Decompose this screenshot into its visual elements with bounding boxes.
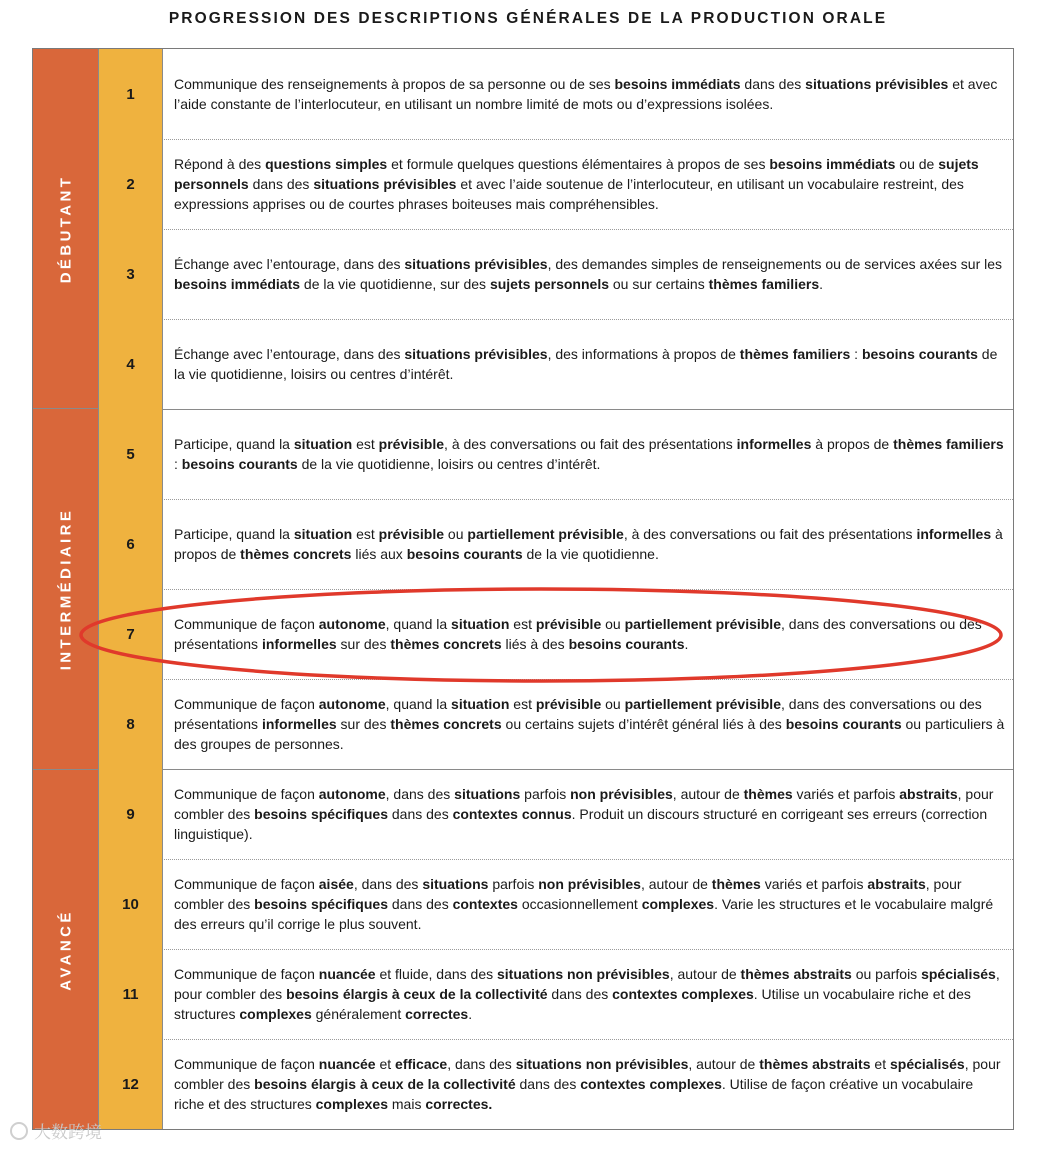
- row-description: [174, 229, 1005, 319]
- text-segment: ou: [601, 696, 625, 712]
- description-text: [174, 694, 1005, 754]
- text-segment: :: [174, 456, 182, 472]
- bold-term: contextes: [452, 896, 518, 912]
- bold-term: besoins immédiats: [174, 276, 301, 292]
- bold-term: abstraits: [899, 786, 958, 802]
- bold-term: situations prévisibles: [805, 76, 949, 92]
- page-title: PROGRESSION DES DESCRIPTIONS GÉNÉRALES DE LA PRODUCTION ORALE: [168, 10, 888, 27]
- bold-term: thèmes abstraits: [759, 1056, 871, 1072]
- bold-term: complexes: [315, 1096, 388, 1112]
- text-segment: , autour de: [688, 1056, 760, 1072]
- text-segment: ou sur certains: [609, 276, 709, 292]
- row-number: 5: [98, 409, 163, 499]
- bold-term: non prévisibles: [570, 786, 673, 802]
- text-segment: , dans des conversations ou des présentations: [174, 696, 982, 732]
- text-segment: variés et parfois: [760, 876, 868, 892]
- bold-term: situation: [293, 436, 353, 452]
- row-description: [174, 139, 1005, 229]
- row-description: [174, 769, 1005, 859]
- description-text: [174, 74, 1005, 114]
- text-segment: liés à des: [501, 636, 569, 652]
- bold-term: situation: [451, 616, 510, 632]
- bold-term: prévisible: [535, 696, 602, 712]
- bold-term: situation: [451, 696, 510, 712]
- text-segment: Participe, quand la: [174, 436, 294, 452]
- text-segment: , des demandes simples de renseignements ou de services axées sur les: [547, 256, 1003, 272]
- row-number: 7: [98, 589, 163, 679]
- row-description: [174, 319, 1005, 409]
- row-number: 6: [98, 499, 163, 589]
- table-row: [98, 49, 1013, 140]
- bold-term: besoins courants: [861, 346, 978, 362]
- text-segment: et fluide, dans des: [375, 966, 497, 982]
- text-segment: dans des: [387, 896, 453, 912]
- text-segment: parfois: [488, 876, 539, 892]
- bold-term: non prévisibles: [538, 876, 641, 892]
- bold-term: nuancée: [318, 966, 376, 982]
- text-segment: , dans des: [447, 1056, 516, 1072]
- text-segment: sur des: [336, 716, 391, 732]
- bold-term: thèmes: [711, 876, 761, 892]
- text-segment: à propos de: [174, 526, 1003, 562]
- bold-term: thèmes: [743, 786, 793, 802]
- table-row: [98, 139, 1013, 230]
- bold-term: thèmes concrets: [240, 546, 352, 562]
- level-beginner: [33, 49, 98, 409]
- progression-table: [32, 48, 1014, 1130]
- text-segment: , à des conversations ou fait des présentations: [623, 526, 917, 542]
- text-segment: à propos de: [811, 436, 894, 452]
- text-segment: . Utilise de façon créative un vocabulaire riche et des structures: [174, 1076, 974, 1112]
- bold-term: thèmes concrets: [390, 636, 502, 652]
- bold-term: efficace: [395, 1056, 448, 1072]
- text-segment: .: [819, 276, 823, 292]
- description-text: [174, 524, 1005, 564]
- text-segment: dans des: [547, 986, 613, 1002]
- text-segment: généralement: [311, 1006, 406, 1022]
- description-text: [174, 344, 1005, 384]
- text-segment: Communique de façon: [174, 786, 319, 802]
- description-text: [174, 964, 1005, 1024]
- text-segment: est: [509, 616, 536, 632]
- text-segment: et avec l’aide soutenue de l’interlocuteur, en utilisant un vocabulaire restreint, des expressions apprises ou de courtes phrases boiteuses mais compréhensibles.: [174, 176, 964, 212]
- row-description: [174, 589, 1005, 679]
- bold-term: situation: [293, 526, 353, 542]
- text-segment: Communique de façon: [174, 876, 319, 892]
- bold-term: spécialisés: [921, 966, 996, 982]
- text-segment: .: [468, 1006, 473, 1022]
- text-segment: , autour de: [669, 966, 741, 982]
- row-number: 10: [98, 859, 163, 949]
- row-number: 1: [98, 49, 163, 139]
- bold-term: autonome: [318, 786, 386, 802]
- text-segment: occasionnellement: [517, 896, 642, 912]
- text-segment: Échange avec l’entourage, dans des: [174, 256, 405, 272]
- bold-term: situations prévisibles: [313, 176, 457, 192]
- text-segment: Répond à des: [174, 156, 266, 172]
- bold-term: besoins courants: [785, 716, 902, 732]
- text-segment: ou: [601, 616, 625, 632]
- bold-term: prévisible: [378, 436, 445, 452]
- text-segment: Communique de façon: [174, 696, 319, 712]
- row-number: 12: [98, 1039, 163, 1129]
- bold-term: thèmes abstraits: [740, 966, 852, 982]
- bold-term: partiellement prévisible: [624, 696, 781, 712]
- text-segment: est: [509, 696, 536, 712]
- text-segment: et avec l’aide constante de l’interlocuteur, en utilisant un nombre limité de mots ou d’expressions isolées.: [174, 76, 998, 112]
- text-segment: , des informations à propos de: [547, 346, 740, 362]
- bold-term: informelles: [261, 636, 337, 652]
- bold-term: spécialisés: [889, 1056, 965, 1072]
- table-row: [98, 679, 1013, 770]
- bold-term: autonome: [318, 616, 386, 632]
- text-segment: dans des: [248, 176, 314, 192]
- bold-term: nuancée: [318, 1056, 376, 1072]
- bold-term: besoins spécifiques: [254, 806, 388, 822]
- table-row: [98, 949, 1013, 1040]
- bold-term: situations non prévisibles: [515, 1056, 689, 1072]
- bold-term: situations prévisibles: [404, 346, 548, 362]
- text-segment: .: [684, 636, 689, 652]
- text-segment: de la vie quotidienne.: [522, 546, 659, 562]
- description-text: [174, 254, 1005, 294]
- row-description: [174, 1039, 1005, 1129]
- bold-term: informelles: [916, 526, 992, 542]
- bold-term: abstraits: [867, 876, 926, 892]
- table-row: [98, 769, 1013, 860]
- bold-term: besoins immédiats: [614, 76, 741, 92]
- level-label: AVANCÉ: [57, 908, 74, 991]
- text-segment: de la vie quotidienne, loisirs ou centres d’intérêt.: [297, 456, 601, 472]
- text-segment: Communique de façon: [174, 966, 319, 982]
- row-number: 8: [98, 679, 163, 769]
- text-segment: est: [352, 526, 379, 542]
- bold-term: autonome: [318, 696, 386, 712]
- text-segment: , à des conversations ou fait des présentations: [444, 436, 737, 452]
- bold-term: questions simples: [265, 156, 388, 172]
- table-row: [98, 499, 1013, 590]
- bold-term: partiellement prévisible: [624, 616, 781, 632]
- bold-term: correctes.: [425, 1096, 493, 1112]
- watermark-icon: [10, 1122, 28, 1140]
- row-description: [174, 679, 1005, 769]
- table-row: [98, 409, 1013, 500]
- text-segment: liés aux: [351, 546, 407, 562]
- text-segment: ou: [444, 526, 468, 542]
- text-segment: , autour de: [672, 786, 744, 802]
- bold-term: besoins élargis à ceux de la collectivité: [254, 1076, 516, 1092]
- bold-term: prévisible: [378, 526, 445, 542]
- level-label: INTERMÉDIAIRE: [57, 507, 74, 671]
- level-intermediate: [33, 409, 98, 770]
- text-segment: de la vie quotidienne, sur des: [300, 276, 490, 292]
- row-number: 4: [98, 319, 163, 409]
- bold-term: informelles: [736, 436, 812, 452]
- description-text: [174, 614, 1005, 654]
- text-segment: . Utilise un vocabulaire riche et des structures: [174, 986, 971, 1022]
- bold-term: situations: [454, 786, 521, 802]
- text-segment: Communique des renseignements à propos de sa personne ou de ses: [174, 76, 615, 92]
- bold-term: prévisible: [535, 616, 602, 632]
- bold-term: sujets personnels: [489, 276, 609, 292]
- text-segment: , pour combler des: [174, 786, 994, 822]
- text-segment: , pour combler des: [174, 1056, 1001, 1092]
- text-segment: , dans des: [385, 786, 455, 802]
- bold-term: correctes: [405, 1006, 469, 1022]
- watermark-text: 大数跨境: [34, 1123, 102, 1142]
- text-segment: et: [870, 1056, 890, 1072]
- text-segment: ou parfois: [851, 966, 922, 982]
- bold-term: thèmes familiers: [739, 346, 851, 362]
- table-row: [98, 589, 1013, 680]
- text-segment: , pour combler des: [174, 876, 962, 912]
- text-segment: Échange avec l’entourage, dans des: [174, 346, 405, 362]
- description-text: [174, 1054, 1005, 1114]
- bold-term: besoins immédiats: [769, 156, 896, 172]
- row-description: [174, 949, 1005, 1039]
- description-text: [174, 154, 1005, 214]
- table-row: [98, 1039, 1013, 1129]
- table-row: [98, 229, 1013, 320]
- row-description: [174, 859, 1005, 949]
- description-text: [174, 874, 1005, 934]
- text-segment: mais: [388, 1096, 426, 1112]
- text-segment: est: [352, 436, 379, 452]
- bold-term: besoins spécifiques: [254, 896, 388, 912]
- description-text: [174, 784, 1005, 844]
- bold-term: besoins courants: [406, 546, 523, 562]
- text-segment: dans des: [515, 1076, 581, 1092]
- text-segment: , autour de: [640, 876, 712, 892]
- text-segment: variés et parfois: [792, 786, 900, 802]
- text-segment: de la vie quotidienne, loisirs ou centres d’intérêt.: [174, 346, 998, 382]
- text-segment: , quand la: [385, 696, 452, 712]
- text-segment: Communique de façon: [174, 1056, 319, 1072]
- bold-term: besoins élargis à ceux de la collectivité: [286, 986, 548, 1002]
- table-row: [98, 859, 1013, 950]
- text-segment: et formule quelques questions élémentaires à propos de ses: [387, 156, 770, 172]
- text-segment: sur des: [336, 636, 391, 652]
- bold-term: besoins courants: [181, 456, 298, 472]
- description-text: [174, 434, 1005, 474]
- text-segment: ou de: [895, 156, 939, 172]
- text-segment: Participe, quand la: [174, 526, 294, 542]
- bold-term: thèmes familiers: [893, 436, 1004, 452]
- bold-term: complexes: [239, 1006, 312, 1022]
- text-segment: :: [850, 346, 862, 362]
- bold-term: partiellement prévisible: [467, 526, 624, 542]
- text-segment: , quand la: [385, 616, 452, 632]
- bold-term: besoins courants: [568, 636, 685, 652]
- text-segment: et: [375, 1056, 396, 1072]
- bold-term: aisée: [318, 876, 354, 892]
- level-label: DÉBUTANT: [57, 174, 74, 283]
- bold-term: contextes connus: [452, 806, 572, 822]
- text-segment: parfois: [520, 786, 571, 802]
- bold-term: thèmes concrets: [390, 716, 502, 732]
- level-advanced: [33, 770, 98, 1129]
- bold-term: contextes complexes: [612, 986, 754, 1002]
- watermark: [10, 1118, 102, 1143]
- row-description: [174, 409, 1005, 499]
- bold-term: sujets personnels: [174, 156, 979, 192]
- text-segment: dans des: [387, 806, 453, 822]
- text-segment: , dans des conversations ou des présentations: [174, 616, 982, 652]
- text-segment: dans des: [740, 76, 806, 92]
- bold-term: situations: [422, 876, 489, 892]
- bold-term: thèmes familiers: [708, 276, 820, 292]
- text-segment: , dans des: [353, 876, 423, 892]
- row-description: [174, 49, 1005, 139]
- row-description: [174, 499, 1005, 589]
- table-row: [98, 319, 1013, 410]
- text-segment: . Produit un discours structuré en corrigeant ses erreurs (correction linguistique).: [174, 806, 988, 842]
- bold-term: situations non prévisibles: [497, 966, 670, 982]
- row-number: 11: [98, 949, 163, 1039]
- bold-term: complexes: [641, 896, 715, 912]
- text-segment: , pour combler des: [174, 966, 1000, 1002]
- bold-term: contextes complexes: [580, 1076, 722, 1092]
- text-segment: Communique de façon: [174, 616, 319, 632]
- text-segment: ou certains sujets d’intérêt général liés à des: [501, 716, 786, 732]
- row-number: 2: [98, 139, 163, 229]
- row-number: 3: [98, 229, 163, 319]
- bold-term: situations prévisibles: [404, 256, 548, 272]
- text-segment: . Varie les structures et le vocabulaire malgré des erreurs qu’il corrige le plus souvent.: [174, 896, 994, 932]
- row-number: 9: [98, 769, 163, 859]
- bold-term: informelles: [261, 716, 337, 732]
- text-segment: ou particuliers à des groupes de personnes.: [174, 716, 1005, 752]
